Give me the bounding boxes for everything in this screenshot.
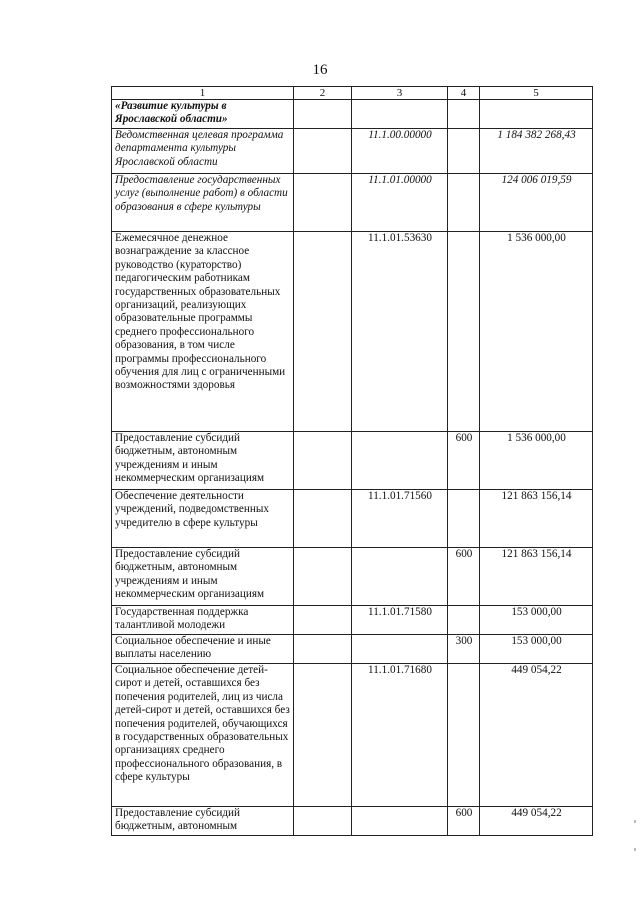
row-kind: 600	[448, 548, 480, 606]
row-kind: 600	[448, 807, 480, 836]
row-amount: 121 863 156,14	[480, 490, 593, 548]
page-number: 16	[312, 62, 328, 78]
table-row	[112, 548, 593, 606]
table-row	[112, 807, 593, 836]
row-kind	[448, 606, 480, 635]
row-col2	[294, 606, 352, 635]
row-amount: 449 054,22	[480, 807, 593, 836]
scan-speck	[634, 820, 636, 823]
row-code: 11.1.01.00000	[352, 174, 448, 232]
table-row	[112, 174, 593, 232]
row-name: «Развитие культуры в Ярославской области»	[112, 100, 294, 129]
row-kind	[448, 664, 480, 807]
row-col2	[294, 807, 352, 836]
row-col2	[294, 129, 352, 174]
table-row	[112, 129, 593, 174]
table-row	[112, 100, 593, 129]
row-name: Предоставление субсидий бюджетным, автономным	[112, 807, 294, 836]
row-code: 11.1.01.71560	[352, 490, 448, 548]
row-amount: 1 536 000,00	[480, 432, 593, 490]
row-kind: 300	[448, 635, 480, 664]
row-col2	[294, 490, 352, 548]
row-name: Предоставление субсидий бюджетным, автономным учреждениям и иным некоммерческим организациям	[112, 548, 294, 606]
row-col2	[294, 548, 352, 606]
row-name: Ежемесячное денежное вознаграждение за классное руководство (кураторство) педагогическим работникам государственных образовательных организаций, реализующих образовательные программы среднего профессионального образования, в том числе программы профессионального обучения для лиц с ограниченными возможностями здоровья	[112, 232, 294, 432]
row-code: 11.1.01.71580	[352, 606, 448, 635]
row-col2	[294, 432, 352, 490]
row-kind	[448, 129, 480, 174]
row-kind	[448, 100, 480, 129]
row-name: Социальное обеспечение и иные выплаты населению	[112, 635, 294, 664]
row-kind: 600	[448, 432, 480, 490]
row-name: Предоставление субсидий бюджетным, автономным учреждениям и иным некоммерческим организациям	[112, 432, 294, 490]
row-amount	[480, 100, 593, 129]
row-amount: 1 536 000,00	[480, 232, 593, 432]
table-row	[112, 664, 593, 807]
row-name: Ведомственная целевая программа департамента культуры Ярославской области	[112, 129, 294, 174]
header-col-4: 4	[448, 87, 480, 100]
header-col-2: 2	[294, 87, 352, 100]
row-name: Обеспечение деятельности учреждений, подведомственных учредителю в сфере культуры	[112, 490, 294, 548]
row-amount: 449 054,22	[480, 664, 593, 807]
row-kind	[448, 490, 480, 548]
table-row	[112, 606, 593, 635]
row-col2	[294, 664, 352, 807]
row-col2	[294, 174, 352, 232]
row-code	[352, 548, 448, 606]
table-row	[112, 635, 593, 664]
row-kind	[448, 232, 480, 432]
header-col-1: 1	[112, 87, 294, 100]
scan-speck	[634, 848, 636, 851]
table-row	[112, 490, 593, 548]
row-col2	[294, 100, 352, 129]
header-row	[112, 87, 593, 100]
budget-table	[111, 86, 593, 836]
table-row	[112, 432, 593, 490]
row-code	[352, 100, 448, 129]
header-col-3: 3	[352, 87, 448, 100]
row-col2	[294, 635, 352, 664]
row-amount: 1 184 382 268,43	[480, 129, 593, 174]
row-kind	[448, 174, 480, 232]
row-amount: 121 863 156,14	[480, 548, 593, 606]
row-code	[352, 635, 448, 664]
row-code: 11.1.01.71680	[352, 664, 448, 807]
row-code: 11.1.00.00000	[352, 129, 448, 174]
row-amount: 124 006 019,59	[480, 174, 593, 232]
table-row	[112, 232, 593, 432]
row-name: Государственная поддержка талантливой молодежи	[112, 606, 294, 635]
row-amount: 153 000,00	[480, 635, 593, 664]
row-name: Социальное обеспечение детей-сирот и детей, оставшихся без попечения родителей, лиц из числа детей-сирот и детей, оставшихся без попечения родителей, обучающихся в государственных образовательных организациях среднего профессионального образования, в сфере культуры	[112, 664, 294, 807]
row-code	[352, 807, 448, 836]
row-code	[352, 432, 448, 490]
row-code: 11.1.01.53630	[352, 232, 448, 432]
row-col2	[294, 232, 352, 432]
header-col-5: 5	[480, 87, 593, 100]
row-name: Предоставление государственных услуг (выполнение работ) в области образования в сфере культуры	[112, 174, 294, 232]
row-amount: 153 000,00	[480, 606, 593, 635]
